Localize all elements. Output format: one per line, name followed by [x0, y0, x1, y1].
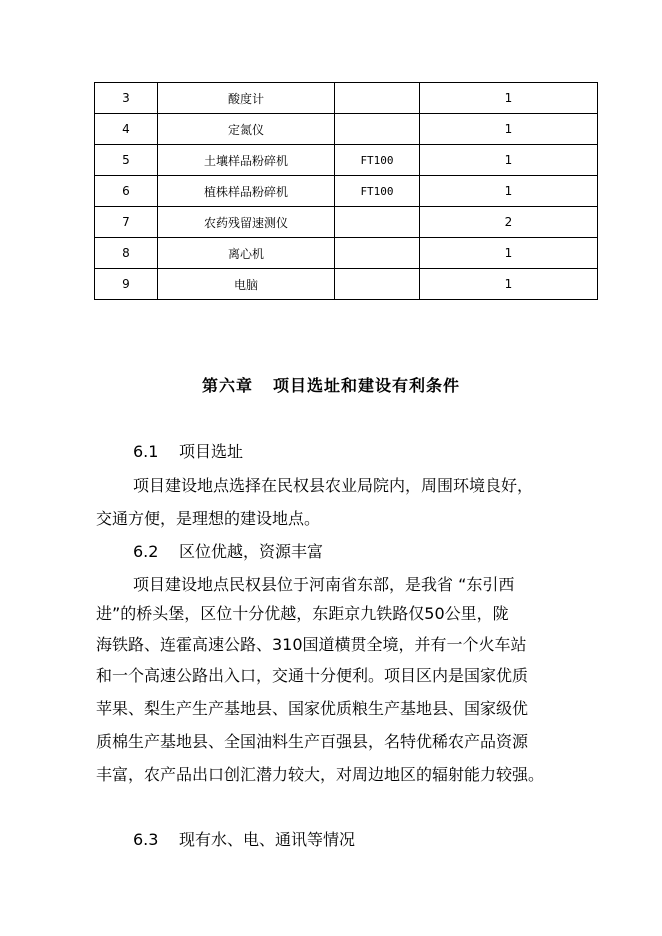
chapter-label: 第六章: [201, 376, 253, 395]
paragraph-line: 项目建设地点选择在民权县农业局院内，周围环境良好，: [133, 476, 534, 495]
cell-model: FT100: [335, 176, 420, 207]
section-heading-6-1: [133, 439, 243, 462]
paragraph-line: 和一个高速公路出入口，交通十分便利。项目区内是国家优质: [96, 666, 529, 685]
table-row: [95, 207, 598, 238]
cell-number: 9: [95, 269, 158, 300]
section-title: 区位优越，资源丰富: [179, 542, 324, 561]
cell-quantity: 1: [420, 83, 598, 114]
paragraph-line: 丰富，农产品出口创汇潜力较大，对周边地区的辐射能力较强。: [96, 765, 545, 784]
cell-quantity: 1: [420, 176, 598, 207]
cell-quantity: 2: [420, 207, 598, 238]
cell-name: 定氮仪: [158, 114, 335, 145]
table-row: [95, 145, 598, 176]
section-title: 项目选址: [179, 442, 244, 461]
chapter-title: 项目选址和建设有利条件: [273, 376, 461, 395]
cell-name: 植株样品粉碎机: [158, 176, 335, 207]
table-row: [95, 83, 598, 114]
paragraph-line: 苹果、梨生产生产基地县、国家优质粮生产基地县、国家级优: [96, 699, 529, 718]
cell-model: [335, 114, 420, 145]
paragraph-line: 质棉生产基地县、全国油料生产百强县，名特优稀农产品资源: [96, 732, 529, 751]
chapter-heading: [0, 373, 662, 396]
paragraph-line: 交通方便，是理想的建设地点。: [96, 509, 321, 528]
table-row: [95, 238, 598, 269]
cell-number: 6: [95, 176, 158, 207]
cell-name: 农药残留速测仪: [158, 207, 335, 238]
cell-name: 土壤样品粉碎机: [158, 145, 335, 176]
section-number: 6.3: [133, 830, 159, 849]
table-row: [95, 176, 598, 207]
cell-number: 3: [95, 83, 158, 114]
cell-number: 4: [95, 114, 158, 145]
section-heading-6-3: [133, 827, 355, 850]
section-number: 6.1: [133, 442, 159, 461]
section-heading-6-2: [133, 539, 323, 562]
cell-number: 7: [95, 207, 158, 238]
cell-quantity: 1: [420, 145, 598, 176]
cell-model: [335, 238, 420, 269]
table-row: [95, 114, 598, 145]
cell-name: 酸度计: [158, 83, 335, 114]
section-number: 6.2: [133, 542, 159, 561]
paragraph-line: 项目建设地点民权县位于河南省东部，是我省 “东引西: [133, 575, 515, 594]
cell-quantity: 1: [420, 114, 598, 145]
cell-model: [335, 207, 420, 238]
equipment-table-body: [95, 83, 598, 300]
cell-number: 8: [95, 238, 158, 269]
cell-name: 电脑: [158, 269, 335, 300]
paragraph-line: 海铁路、连霍高速公路、310国道横贯全境，并有一个火车站: [96, 635, 527, 654]
cell-model: [335, 83, 420, 114]
cell-number: 5: [95, 145, 158, 176]
section-title: 现有水、电、通讯等情况: [179, 830, 356, 849]
cell-name: 离心机: [158, 238, 335, 269]
paragraph-line: 进”的桥头堡，区位十分优越，东距京九铁路仅50公里，陇: [96, 604, 509, 623]
equipment-table: [94, 82, 598, 300]
cell-quantity: 1: [420, 269, 598, 300]
table-row: [95, 269, 598, 300]
cell-model: FT100: [335, 145, 420, 176]
cell-quantity: 1: [420, 238, 598, 269]
cell-model: [335, 269, 420, 300]
